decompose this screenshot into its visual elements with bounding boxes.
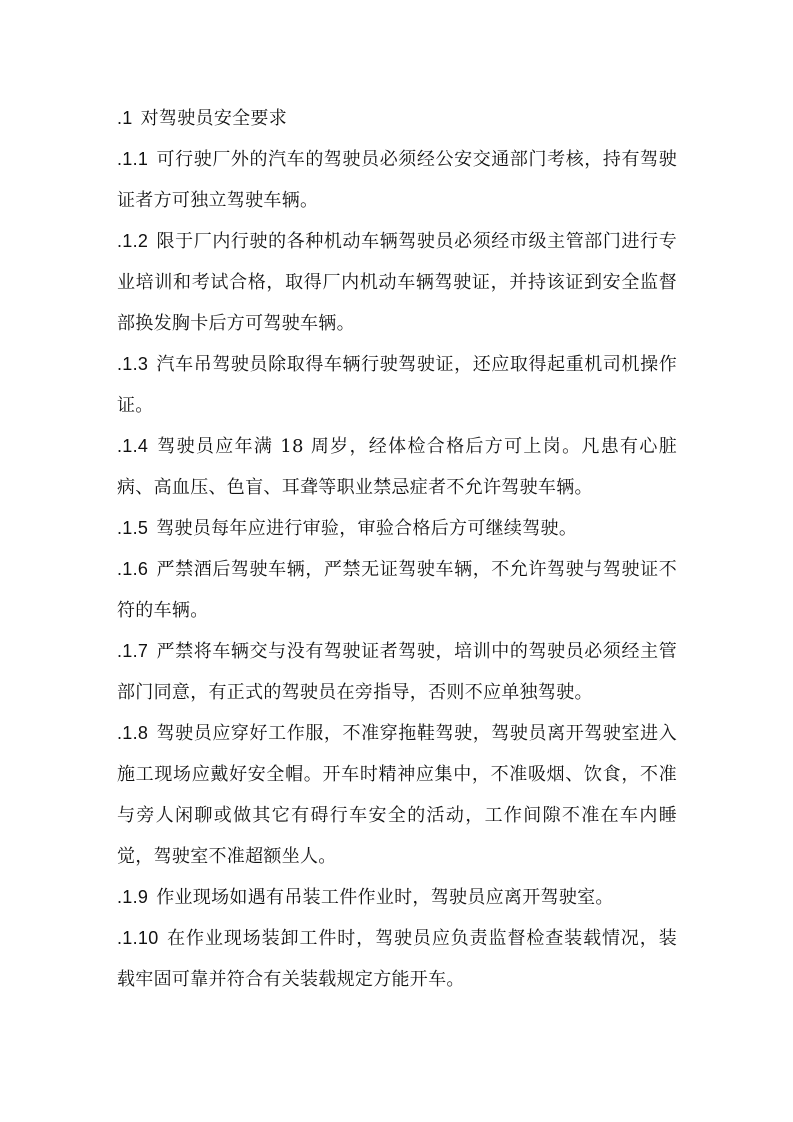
clause-text: 严禁将车辆交与没有驾驶证者驾驶，培训中的驾驶员必须经主管部门同意，有正式的驾驶员在旁指导，否则不应单独驾驶。 [117, 641, 677, 703]
document-body [117, 98, 677, 1000]
clause-1-2 [117, 221, 677, 344]
clause-number: .1.9 [117, 887, 149, 907]
clause-text: 驾驶员应穿好工作服，不准穿拖鞋驾驶，驾驶员离开驾驶室进入施工现场应戴好安全帽。开车时精神应集中，不准吸烟、饮食，不准与旁人闲聊或做其它有碍行车安全的活动，工作间隙不准在车内睡觉，驾驶室不准超额坐人。 [117, 723, 677, 867]
clause-text: 严禁酒后驾驶车辆，严禁无证驾驶车辆，不允许驾驶与驾驶证不符的车辆。 [117, 559, 677, 621]
clause-number: .1.3 [117, 354, 149, 374]
section-heading [117, 98, 677, 139]
clause-number: .1.1 [117, 149, 149, 169]
clause-text: 在作业现场装卸工件时，驾驶员应负责监督检查装载情况，装载牢固可靠并符合有关装载规定方能开车。 [117, 928, 677, 990]
clause-1-5 [117, 508, 677, 549]
clause-1-1 [117, 139, 677, 221]
clause-1-6 [117, 549, 677, 631]
clause-number: .1.10 [117, 928, 159, 948]
clause-1-4 [117, 426, 677, 508]
clause-number: .1.7 [117, 641, 149, 661]
clause-1-9 [117, 877, 677, 918]
clause-number: .1.8 [117, 723, 149, 743]
clause-1-7 [117, 631, 677, 713]
clause-number: .1.4 [117, 436, 149, 456]
clause-text: 限于厂内行驶的各种机动车辆驾驶员必须经市级主管部门进行专业培训和考试合格，取得厂内机动车辆驾驶证，并持该证到安全监督部换发胸卡后方可驾驶车辆。 [117, 231, 677, 334]
clause-text: 可行驶厂外的汽车的驾驶员必须经公安交通部门考核，持有驾驶证者方可独立驾驶车辆。 [117, 149, 677, 211]
clause-number: .1.2 [117, 231, 149, 251]
clause-number: .1.6 [117, 559, 149, 579]
clause-text: 驾驶员每年应进行审验，审验合格后方可继续驾驶。 [156, 518, 578, 539]
clause-text: 汽车吊驾驶员除取得车辆行驶驾驶证，还应取得起重机司机操作证。 [117, 354, 677, 416]
clause-text: 驾驶员应年满 18 周岁，经体检合格后方可上岗。凡患有心脏病、高血压、色盲、耳聋等职业禁忌症者不允许驾驶车辆。 [117, 436, 677, 498]
clause-1-10 [117, 918, 677, 1000]
clause-text: 作业现场如遇有吊装工件作业时，驾驶员应离开驾驶室。 [156, 887, 614, 908]
clause-1-3 [117, 344, 677, 426]
section-text: 对驾驶员安全要求 [140, 108, 288, 129]
clause-1-8 [117, 713, 677, 877]
clause-number: .1.5 [117, 518, 149, 538]
section-number: .1 [117, 108, 133, 128]
